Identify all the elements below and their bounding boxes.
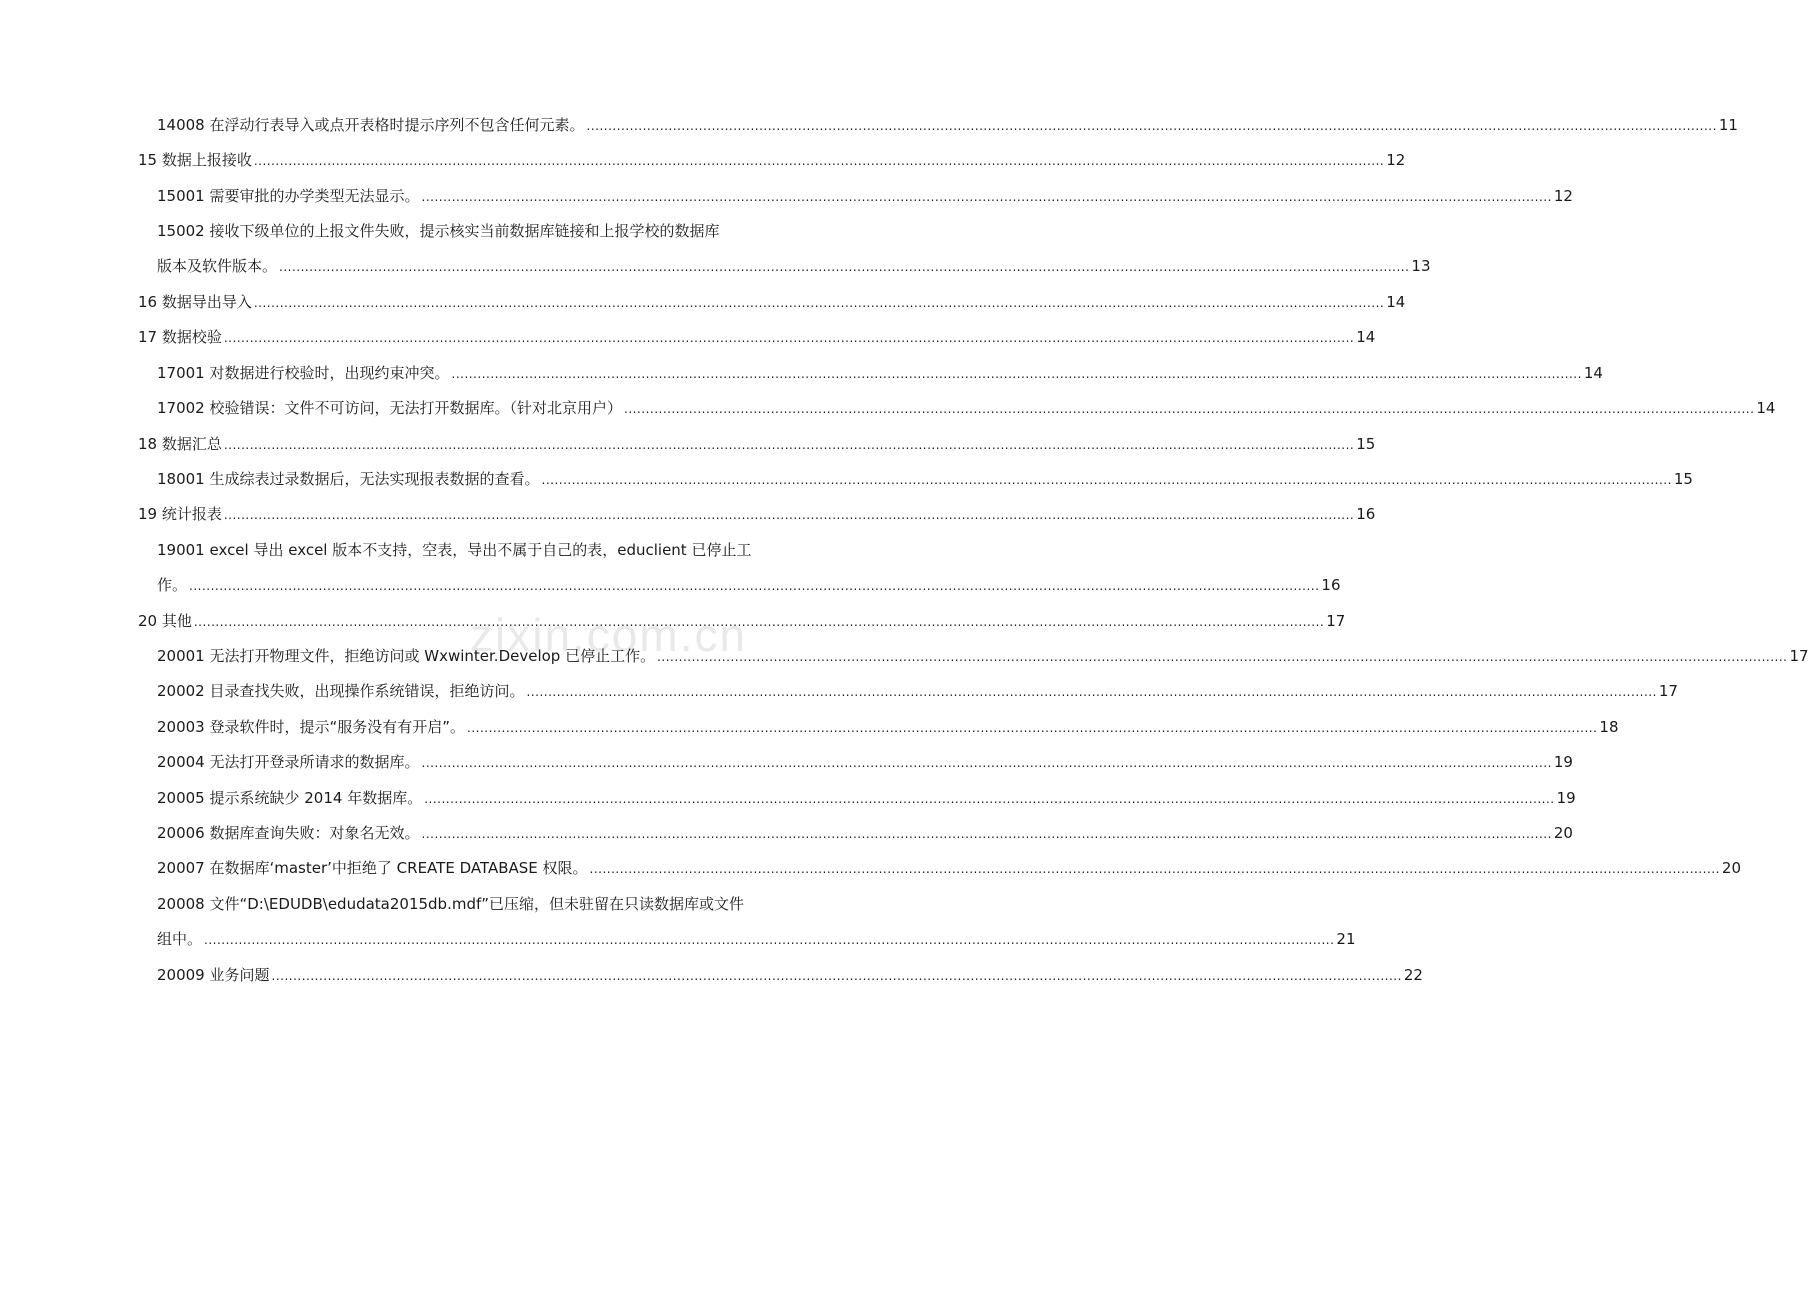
toc-entry-title: 16 数据导出导入 xyxy=(138,293,252,311)
toc-entry[interactable] xyxy=(157,888,1356,956)
toc-entry-title: 20 其他 xyxy=(138,612,192,630)
toc-page-number: 14 xyxy=(1756,399,1776,417)
dot-leader xyxy=(254,286,1384,320)
toc-page-number: 20 xyxy=(1553,824,1573,842)
toc-entry-title: 20006 数据库查询失败：对象名无效。 xyxy=(157,824,420,842)
toc-entry-row xyxy=(157,357,1603,390)
toc-entry[interactable] xyxy=(157,215,1431,283)
toc-entry-row xyxy=(157,250,1431,283)
toc-page-number: 17 xyxy=(1658,682,1678,700)
toc-entry[interactable] xyxy=(157,746,1573,779)
toc-page-number: 19 xyxy=(1553,753,1573,771)
toc-page-number: 15 xyxy=(1356,435,1376,453)
toc-page-number: 14 xyxy=(1356,328,1376,346)
toc-page-number: 22 xyxy=(1403,966,1423,984)
toc-entry-row xyxy=(138,144,1406,177)
toc-entry-row xyxy=(138,321,1376,354)
toc-entry-row xyxy=(138,428,1376,461)
toc-entry-title: 19 统计报表 xyxy=(138,505,222,523)
toc-page-number: 16 xyxy=(1356,505,1376,523)
dot-leader xyxy=(194,605,1324,639)
toc-entry-row xyxy=(157,640,1809,673)
toc-entry-title: 15 数据上报接收 xyxy=(138,151,252,169)
toc-entry-text: 19001 excel 导出 excel 版本不支持，空表，导出不属于自己的表，educlient 已停止工 xyxy=(157,541,752,559)
toc-entry[interactable] xyxy=(138,428,1376,461)
dot-leader xyxy=(224,321,1354,355)
toc-page-number: 14 xyxy=(1386,293,1406,311)
toc-page-number: 11 xyxy=(1718,116,1738,134)
toc-entry-title: 版本及软件版本。 xyxy=(157,257,278,276)
toc-entry-row xyxy=(157,782,1576,815)
toc-entry[interactable] xyxy=(157,782,1576,815)
toc-page-number: 16 xyxy=(1321,576,1341,595)
toc-entry-row xyxy=(157,109,1738,142)
toc-entry-row xyxy=(138,498,1376,531)
toc-entry[interactable] xyxy=(157,180,1573,213)
toc-entry-row xyxy=(157,959,1423,992)
toc-entry-text: 15002 接收下级单位的上报文件失败，提示核实当前数据库链接和上报学校的数据库 xyxy=(157,222,720,240)
dot-leader xyxy=(527,675,1657,709)
dot-leader xyxy=(254,144,1384,178)
toc-entry-title: 20003 登录软件时，提示“服务没有有开启”。 xyxy=(157,718,466,736)
dot-leader xyxy=(657,640,1787,674)
toc-page-number: 19 xyxy=(1556,789,1576,807)
toc-entry-title: 18 数据汇总 xyxy=(138,435,222,453)
dot-leader xyxy=(422,746,1552,780)
toc-entry[interactable] xyxy=(157,392,1776,425)
toc-entry-row xyxy=(157,463,1693,496)
toc-entry[interactable] xyxy=(157,109,1738,142)
dot-leader xyxy=(452,357,1582,391)
toc-entry-title: 20009 业务问题 xyxy=(157,966,270,984)
dot-leader xyxy=(189,569,1319,603)
dot-leader xyxy=(204,923,1334,957)
toc-page-number: 12 xyxy=(1553,187,1573,205)
toc-entry-title: 20001 无法打开物理文件，拒绝访问或 Wxwinter.Develop 已停止工作。 xyxy=(157,647,656,665)
toc-entry[interactable] xyxy=(138,321,1376,354)
toc-page-number: 14 xyxy=(1583,364,1603,382)
toc-page-number: 13 xyxy=(1411,257,1431,276)
toc-entry-title: 20007 在数据库‘master’中拒绝了 CREATE DATABASE 权限。 xyxy=(157,859,588,877)
toc-entry-row xyxy=(138,286,1406,319)
toc-entry-row xyxy=(157,569,1341,602)
dot-leader xyxy=(587,109,1717,143)
toc-entry-row xyxy=(157,180,1573,213)
toc-entry[interactable] xyxy=(157,640,1809,673)
toc-entry[interactable] xyxy=(157,534,1341,602)
toc-entry-title: 17002 校验错误：文件不可访问，无法打开数据库。（针对北京用户） xyxy=(157,399,622,417)
toc-entry-row xyxy=(157,817,1573,850)
toc-entry-title: 15001 需要审批的办学类型无法显示。 xyxy=(157,187,420,205)
toc-entry-title: 20005 提示系统缺少 2014 年数据库。 xyxy=(157,789,423,807)
toc-entry-row xyxy=(138,605,1346,638)
toc-entry[interactable] xyxy=(157,817,1573,850)
toc-page-number: 20 xyxy=(1721,859,1742,877)
watermark: zixin.com.cn xyxy=(470,609,748,661)
dot-leader xyxy=(424,782,1554,816)
dot-leader xyxy=(224,428,1354,462)
dot-leader xyxy=(467,711,1597,745)
toc-page-number: 12 xyxy=(1386,151,1406,169)
dot-leader xyxy=(422,180,1552,214)
dot-leader xyxy=(272,959,1402,993)
toc-entry-title: 20004 无法打开登录所请求的数据库。 xyxy=(157,753,420,771)
toc-page-number: 17 xyxy=(1326,612,1346,630)
toc-page-number: 18 xyxy=(1599,718,1619,736)
toc-entry[interactable] xyxy=(138,498,1376,531)
toc-entry[interactable] xyxy=(157,852,1742,885)
toc-page-number: 15 xyxy=(1673,470,1693,488)
dot-leader xyxy=(279,250,1409,284)
toc-entry-title: 20002 目录查找失败，出现操作系统错误，拒绝访问。 xyxy=(157,682,525,700)
toc-entry[interactable] xyxy=(138,605,1346,638)
toc-entry[interactable] xyxy=(138,286,1406,319)
toc-entry-title: 17001 对数据进行校验时，出现约束冲突。 xyxy=(157,364,450,382)
toc-entry-row xyxy=(157,675,1678,708)
toc-entry[interactable] xyxy=(138,144,1406,177)
toc-entry[interactable] xyxy=(157,357,1603,390)
toc-entry-title: 14008 在浮动行表导入或点开表格时提示序列不包含任何元素。 xyxy=(157,116,585,134)
toc-entry-row xyxy=(157,852,1742,885)
toc-entry-row xyxy=(157,923,1356,956)
toc-entry-row xyxy=(157,392,1776,425)
toc-entry[interactable] xyxy=(157,675,1678,708)
toc-entry[interactable] xyxy=(157,463,1693,496)
toc-entry[interactable] xyxy=(157,959,1423,992)
toc-entry-title: 作。 xyxy=(157,576,188,595)
toc-entry[interactable] xyxy=(157,711,1619,744)
toc-page-number: 21 xyxy=(1336,930,1356,949)
toc-entry-title: 18001 生成综表过录数据后，无法实现报表数据的查看。 xyxy=(157,470,540,488)
toc-page-number: 17 xyxy=(1789,647,1809,665)
dot-leader xyxy=(422,817,1552,851)
toc-entry-text: 20008 文件“D:\EDUDB\edudata2015db.mdf”已压缩，但未驻留在只读数据库或文件 xyxy=(157,895,745,913)
toc-entry-title: 组中。 xyxy=(157,930,203,949)
dot-leader xyxy=(542,463,1672,497)
toc-entry-title: 17 数据校验 xyxy=(138,328,222,346)
dot-leader xyxy=(590,852,1720,886)
toc-entry-row xyxy=(157,711,1619,744)
toc-entry-row xyxy=(157,746,1573,779)
dot-leader xyxy=(224,498,1354,532)
dot-leader xyxy=(624,392,1754,426)
